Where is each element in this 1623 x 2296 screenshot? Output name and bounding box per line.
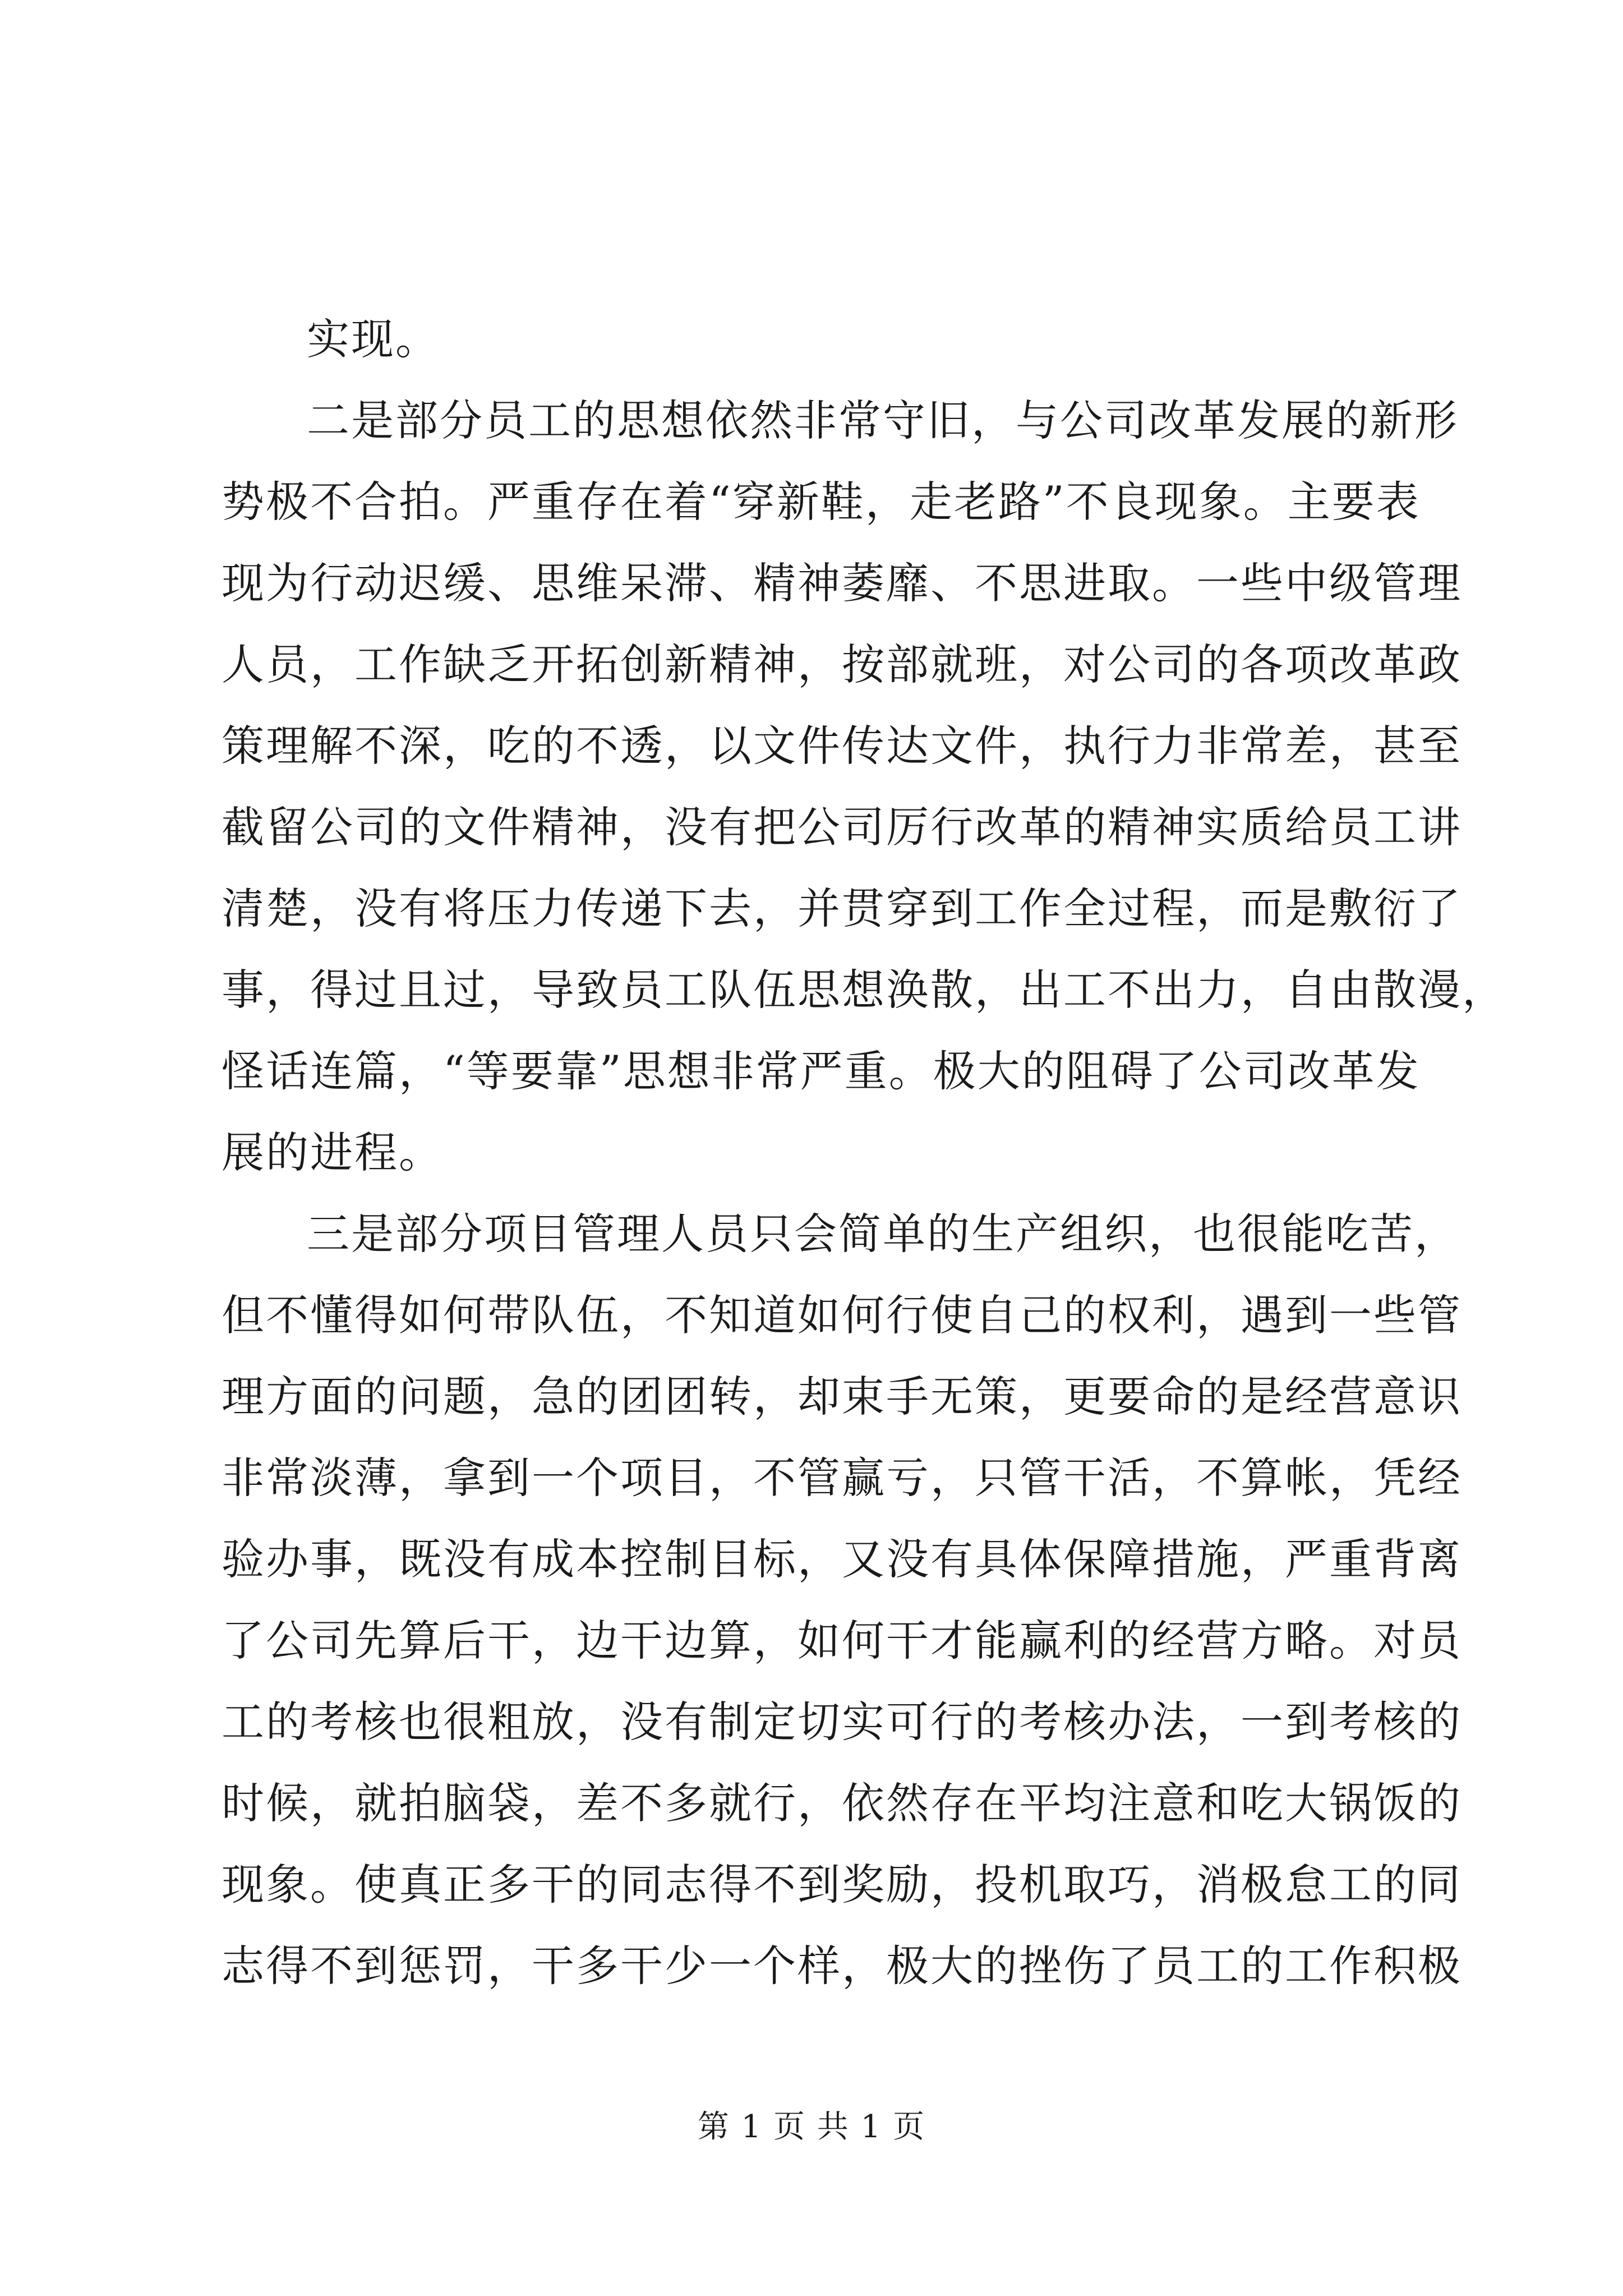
page-footer: 第 1 页 共 1 页: [697, 2109, 926, 2145]
text-line: 现为行动迟缓、思维呆滞、精神萎靡、不思进取。一些中级管理: [222, 558, 1462, 608]
text-line: 现象。使真正多干的同志得不到奖励，投机取巧，消极怠工的同: [222, 1860, 1462, 1910]
text-line: 验办事，既没有成本控制目标，又没有具体保障措施，严重背离: [222, 1534, 1462, 1584]
text-line: 工的考核也很粗放，没有制定切实可行的考核办法，一到考核的: [222, 1697, 1462, 1747]
text-line: 事，得过且过，导致员工队伍思想涣散，出工不出力，自由散漫，: [222, 965, 1506, 1015]
text-line: 实现。: [307, 314, 440, 364]
text-line: 清楚，没有将压力传递下去，并贯穿到工作全过程，而是敷衍了: [222, 884, 1462, 933]
text-line: 非常淡薄，拿到一个项目，不管赢亏，只管干活，不算帐，凭经: [222, 1453, 1462, 1503]
text-line: 截留公司的文件精神，没有把公司厉行改革的精神实质给员工讲: [222, 802, 1462, 852]
text-line: 了公司先算后干，边干边算，如何干才能赢利的经营方略。对员: [222, 1616, 1462, 1665]
text-line: 志得不到惩罚，干多干少一个样，极大的挫伤了员工的工作积极: [222, 1941, 1462, 1991]
text-line: 势极不合拍。严重存在着“穿新鞋，走老路”不良现象。主要表: [222, 477, 1421, 527]
text-line: 展的进程。: [222, 1128, 443, 1177]
paragraph-two-start: 二是部分员工的思想依然非常守旧，与公司改革发展的新形: [307, 395, 1459, 445]
text-line: 理方面的问题，急的团团转，却束手无策，更要命的是经营意识: [222, 1372, 1462, 1421]
text-line: 人员，工作缺乏开拓创新精神，按部就班，对公司的各项改革政: [222, 639, 1462, 689]
paragraph-three-start: 三是部分项目管理人员只会简单的生产组织，也很能吃苦，: [307, 1209, 1459, 1259]
text-line: 但不懂得如何带队伍，不知道如何行使自己的权利，遇到一些管: [222, 1290, 1462, 1340]
text-line: 怪话连篇，“等要靠”思想非常严重。极大的阻碍了公司改革发: [222, 1046, 1421, 1096]
text-line: 时候，就拍脑袋，差不多就行，依然存在平均注意和吃大锅饭的: [222, 1778, 1462, 1828]
text-line: 策理解不深，吃的不透，以文件传达文件，执行力非常差，甚至: [222, 721, 1462, 771]
